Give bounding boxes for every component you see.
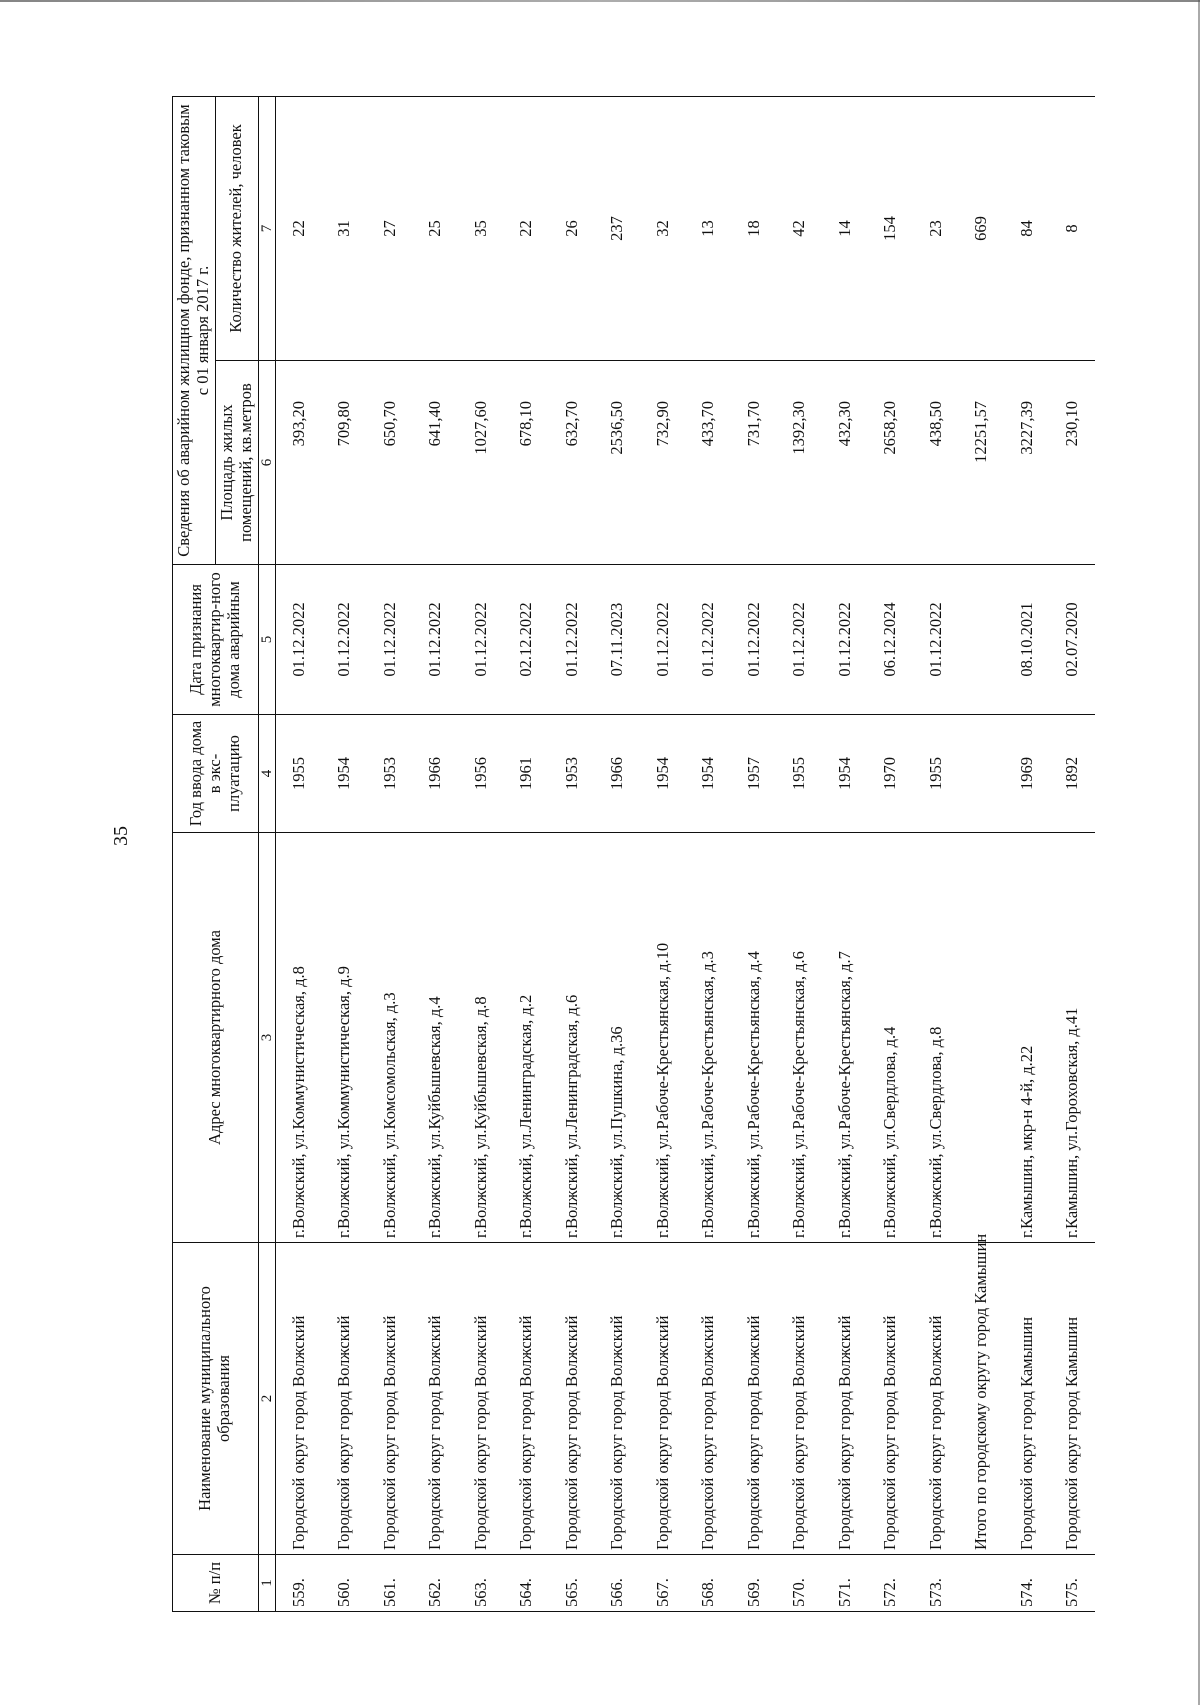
recognition-date-cell (958, 565, 1004, 715)
table-row (776, 96, 822, 1611)
municipality-cell: Итого по городскому округу город Камышин (958, 1243, 1004, 1555)
living-area-cell: 678,10 (503, 361, 549, 565)
residents-cell: 22 (503, 96, 549, 360)
table-row (503, 96, 549, 1611)
row-number: 568. (685, 1555, 731, 1612)
table-row (275, 96, 321, 1611)
year-cell: 1961 (503, 715, 549, 833)
address-cell: г.Волжский, ул.Рабоче-Крестьянская, д.6 (776, 833, 822, 1243)
column-number: 4 (258, 715, 275, 833)
table-row (913, 96, 959, 1611)
year-cell: 1956 (458, 715, 504, 833)
table-row (1004, 96, 1050, 1611)
residents-cell: 31 (321, 96, 367, 360)
recognition-date-cell: 01.12.2022 (640, 565, 686, 715)
address-cell: г.Волжский, ул.Рабоче-Крестьянская, д.10 (640, 833, 686, 1243)
column-number: 5 (258, 565, 275, 715)
address-cell: г.Волжский, ул.Куйбышевская, д.4 (412, 833, 458, 1243)
year-cell: 1955 (913, 715, 959, 833)
column-number: 1 (258, 1555, 275, 1612)
header-municipality: Наименование муниципального образования (173, 1243, 259, 1555)
row-number: 567. (640, 1555, 686, 1612)
residents-cell: 27 (367, 96, 413, 360)
residents-cell: 13 (685, 96, 731, 360)
year-cell: 1955 (776, 715, 822, 833)
year-cell: 1969 (1004, 715, 1050, 833)
year-cell: 1954 (822, 715, 868, 833)
living-area-cell: 432,30 (822, 361, 868, 565)
living-area-cell: 732,90 (640, 361, 686, 565)
residents-cell: 32 (640, 96, 686, 360)
living-area-cell: 433,70 (685, 361, 731, 565)
residents-cell: 23 (913, 96, 959, 360)
address-cell: г.Волжский, ул.Куйбышевская, д.8 (458, 833, 504, 1243)
header-year: Год ввода дома в экс-плуатацию (173, 715, 259, 833)
living-area-cell: 709,80 (321, 361, 367, 565)
residents-cell: 35 (458, 96, 504, 360)
recognition-date-cell: 01.12.2022 (822, 565, 868, 715)
municipality-cell: Городской округ город Волжский (594, 1243, 640, 1555)
municipality-cell: Городской округ город Волжский (367, 1243, 413, 1555)
living-area-cell: 2536,50 (594, 361, 640, 565)
address-cell: г.Волжский, ул.Свердлова, д.8 (913, 833, 959, 1243)
recognition-date-cell: 01.12.2022 (367, 565, 413, 715)
municipality-cell: Городской округ город Волжский (731, 1243, 777, 1555)
year-cell: 1953 (549, 715, 595, 833)
table-row (458, 96, 504, 1611)
address-cell: г.Камышин, ул.Гороховская, д.41 (1049, 833, 1095, 1243)
table-row (958, 96, 1004, 1611)
living-area-cell: 393,20 (275, 361, 321, 565)
residents-cell: 669 (958, 96, 1004, 360)
table-row (822, 96, 868, 1611)
row-number: 559. (275, 1555, 321, 1612)
row-number: 573. (913, 1555, 959, 1612)
header-no: № п/п (173, 1555, 259, 1612)
row-number: 566. (594, 1555, 640, 1612)
recognition-date-cell: 01.12.2022 (321, 565, 367, 715)
year-cell: 1966 (412, 715, 458, 833)
address-cell: г.Волжский, ул.Ленинградская, д.2 (503, 833, 549, 1243)
residents-cell: 22 (275, 96, 321, 360)
table-row (1049, 96, 1095, 1611)
column-number: 3 (258, 833, 275, 1243)
address-cell: г.Волжский, ул.Рабоче-Крестьянская, д.4 (731, 833, 777, 1243)
residents-cell: 18 (731, 96, 777, 360)
municipality-cell: Городской округ город Волжский (458, 1243, 504, 1555)
emergency-housing-table (172, 96, 1095, 1612)
recognition-date-cell: 01.12.2022 (458, 565, 504, 715)
recognition-date-cell: 07.11.2023 (594, 565, 640, 715)
address-cell: г.Волжский, ул.Коммунистическая, д.9 (321, 833, 367, 1243)
address-cell: г.Волжский, ул.Рабоче-Крестьянская, д.3 (685, 833, 731, 1243)
recognition-date-cell: 02.12.2022 (503, 565, 549, 715)
living-area-cell: 641,40 (412, 361, 458, 565)
recognition-date-cell: 01.12.2022 (913, 565, 959, 715)
year-cell (958, 715, 1004, 833)
recognition-date-cell: 01.12.2022 (275, 565, 321, 715)
living-area-cell: 230,10 (1049, 361, 1095, 565)
residents-cell: 84 (1004, 96, 1050, 360)
year-cell: 1954 (321, 715, 367, 833)
municipality-cell: Городской округ город Камышин (1049, 1243, 1095, 1555)
recognition-date-cell: 01.12.2022 (776, 565, 822, 715)
recognition-date-cell: 02.07.2020 (1049, 565, 1095, 715)
column-number-row (258, 96, 275, 1611)
recognition-date-cell: 01.12.2022 (549, 565, 595, 715)
municipality-cell: Городской округ город Волжский (822, 1243, 868, 1555)
recognition-date-cell: 08.10.2021 (1004, 565, 1050, 715)
address-cell: г.Волжский, ул.Коммунистическая, д.8 (275, 833, 321, 1243)
municipality-cell: Городской округ город Камышин (1004, 1243, 1050, 1555)
header-date: Дата признания многоквартир-ного дома аварийным (173, 565, 259, 715)
row-number: 565. (549, 1555, 595, 1612)
living-area-cell: 2658,20 (867, 361, 913, 565)
row-number: 572. (867, 1555, 913, 1612)
scan-edge-top (0, 0, 1200, 2)
municipality-cell: Городской округ город Волжский (275, 1243, 321, 1555)
header-fund-group: Сведения об аварийном жилищном фонде, признанном таковым с 01 января 2017 г. (173, 96, 216, 564)
living-area-cell: 1027,60 (458, 361, 504, 565)
address-cell: г.Волжский, ул.Рабоче-Крестьянская, д.7 (822, 833, 868, 1243)
living-area-cell: 731,70 (731, 361, 777, 565)
municipality-cell: Городской округ город Волжский (867, 1243, 913, 1555)
row-number: 570. (776, 1555, 822, 1612)
residents-cell: 26 (549, 96, 595, 360)
row-number: 561. (367, 1555, 413, 1612)
year-cell: 1954 (640, 715, 686, 833)
living-area-cell: 650,70 (367, 361, 413, 565)
table-row (867, 96, 913, 1611)
header-residents: Количество жителей, человек (215, 96, 258, 360)
row-number: 564. (503, 1555, 549, 1612)
column-number: 2 (258, 1243, 275, 1555)
row-number: 569. (731, 1555, 777, 1612)
municipality-cell: Городской округ город Волжский (776, 1243, 822, 1555)
address-cell: г.Волжский, ул.Свердлова, д.4 (867, 833, 913, 1243)
row-number: 571. (822, 1555, 868, 1612)
table-row (640, 96, 686, 1611)
table-row (594, 96, 640, 1611)
year-cell: 1970 (867, 715, 913, 833)
table-row (412, 96, 458, 1611)
row-number (958, 1555, 1004, 1612)
municipality-cell: Городской округ город Волжский (913, 1243, 959, 1555)
column-number: 6 (258, 361, 275, 565)
row-number: 574. (1004, 1555, 1050, 1612)
recognition-date-cell: 01.12.2022 (412, 565, 458, 715)
recognition-date-cell: 01.12.2022 (685, 565, 731, 715)
address-cell: г.Волжский, ул.Пушкина, д.36 (594, 833, 640, 1243)
municipality-cell: Городской округ город Волжский (503, 1243, 549, 1555)
year-cell: 1954 (685, 715, 731, 833)
municipality-cell: Городской округ город Волжский (412, 1243, 458, 1555)
table-row (549, 96, 595, 1611)
municipality-cell: Городской округ город Волжский (321, 1243, 367, 1555)
rotated-table-container (172, 97, 1092, 1612)
page-number: 35 (110, 826, 132, 846)
residents-cell: 154 (867, 96, 913, 360)
table-row (367, 96, 413, 1611)
living-area-cell: 632,70 (549, 361, 595, 565)
header-address: Адрес многоквартирного дома (173, 833, 259, 1243)
table-body (275, 96, 1095, 1611)
header-area: Площадь жилых помещений, кв.метров (215, 361, 258, 565)
living-area-cell: 12251,57 (958, 361, 1004, 565)
table-row (321, 96, 367, 1611)
row-number: 575. (1049, 1555, 1095, 1612)
living-area-cell: 3227,39 (1004, 361, 1050, 565)
column-number: 7 (258, 96, 275, 360)
municipality-cell: Городской округ город Волжский (685, 1243, 731, 1555)
residents-cell: 237 (594, 96, 640, 360)
living-area-cell: 438,50 (913, 361, 959, 565)
year-cell: 1966 (594, 715, 640, 833)
residents-cell: 14 (822, 96, 868, 360)
municipality-cell: Городской округ город Волжский (640, 1243, 686, 1555)
row-number: 563. (458, 1555, 504, 1612)
year-cell: 1953 (367, 715, 413, 833)
year-cell: 1955 (275, 715, 321, 833)
row-number: 562. (412, 1555, 458, 1612)
residents-cell: 25 (412, 96, 458, 360)
residents-cell: 8 (1049, 96, 1095, 360)
residents-cell: 42 (776, 96, 822, 360)
year-cell: 1892 (1049, 715, 1095, 833)
table-row (731, 96, 777, 1611)
address-cell: г.Волжский, ул.Ленинградская, д.6 (549, 833, 595, 1243)
address-cell (958, 833, 1004, 1243)
address-cell: г.Камышин, мкр-н 4-й, д.22 (1004, 833, 1050, 1243)
table-row (685, 96, 731, 1611)
row-number: 560. (321, 1555, 367, 1612)
recognition-date-cell: 06.12.2024 (867, 565, 913, 715)
recognition-date-cell: 01.12.2022 (731, 565, 777, 715)
year-cell: 1957 (731, 715, 777, 833)
address-cell: г.Волжский, ул.Комсомольская, д.3 (367, 833, 413, 1243)
living-area-cell: 1392,30 (776, 361, 822, 565)
municipality-cell: Городской округ город Волжский (549, 1243, 595, 1555)
